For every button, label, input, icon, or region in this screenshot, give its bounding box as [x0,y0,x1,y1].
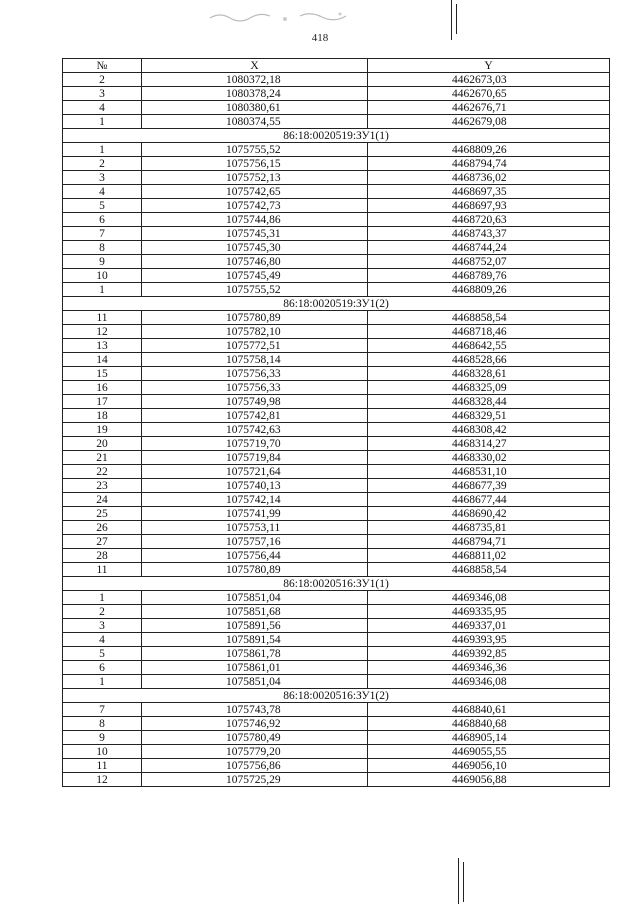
cell-num: 19 [63,423,142,437]
table-row [63,451,610,465]
cell-x: 1075756,44 [142,549,368,563]
table-header-row [63,59,610,73]
cell-x: 1075772,51 [142,339,368,353]
section-title: 86:18:0020519:ЗУ1(1) [63,129,610,143]
cell-x: 1075780,89 [142,311,368,325]
cell-num: 2 [63,73,142,87]
cell-y: 4469346,08 [368,591,610,605]
table-row [63,703,610,717]
page-number: 418 [311,32,329,44]
table-row [63,367,610,381]
table-row [63,283,610,297]
cell-num: 24 [63,493,142,507]
table-row [63,437,610,451]
cell-y: 4468858,54 [368,563,610,577]
cell-x: 1075746,80 [142,255,368,269]
margin-line-bottom-2 [463,862,464,902]
cell-y: 4468794,71 [368,535,610,549]
cell-y: 4468789,76 [368,269,610,283]
cell-num: 10 [63,745,142,759]
cell-num: 1 [63,591,142,605]
cell-x: 1075851,04 [142,675,368,689]
table-row [63,311,610,325]
cell-x: 1075725,29 [142,773,368,787]
cell-x: 1075861,78 [142,647,368,661]
cell-num: 1 [63,675,142,689]
table-row [63,325,610,339]
cell-y: 4468752,07 [368,255,610,269]
cell-num: 5 [63,199,142,213]
cell-y: 4469056,10 [368,759,610,773]
cell-x: 1075721,64 [142,465,368,479]
cell-y: 4468794,74 [368,157,610,171]
cell-x: 1075742,65 [142,185,368,199]
cell-x: 1080372,18 [142,73,368,87]
cell-x: 1075744,86 [142,213,368,227]
table-row [63,339,610,353]
cell-x: 1075719,84 [142,451,368,465]
cell-x: 1075780,89 [142,563,368,577]
table-row [63,353,610,367]
cell-y: 4469335,95 [368,605,610,619]
table-row [63,269,610,283]
cell-x: 1075861,01 [142,661,368,675]
margin-line-bottom [458,858,459,904]
margin-line-top-2 [456,4,457,34]
table-row [63,185,610,199]
cell-num: 9 [63,255,142,269]
cell-x: 1075753,11 [142,521,368,535]
cell-x: 1075779,20 [142,745,368,759]
table-row [63,143,610,157]
cell-x: 1075756,15 [142,157,368,171]
table-row [63,409,610,423]
cell-num: 28 [63,549,142,563]
cell-y: 4468809,26 [368,283,610,297]
cell-num: 7 [63,703,142,717]
cell-y: 4468718,46 [368,325,610,339]
cell-y: 4468697,35 [368,185,610,199]
cell-num: 4 [63,633,142,647]
table-row [63,87,610,101]
table-row [63,157,610,171]
cell-num: 15 [63,367,142,381]
cell-x: 1075742,73 [142,199,368,213]
cell-x: 1075742,81 [142,409,368,423]
scan-stamp-mark [190,6,400,26]
section-row [63,129,610,143]
cell-y: 4468905,14 [368,731,610,745]
cell-num: 3 [63,87,142,101]
cell-num: 3 [63,171,142,185]
cell-num: 1 [63,143,142,157]
cell-x: 1080374,55 [142,115,368,129]
cell-x: 1075757,16 [142,535,368,549]
cell-num: 8 [63,717,142,731]
cell-num: 5 [63,647,142,661]
cell-x: 1075743,78 [142,703,368,717]
cell-y: 4468840,68 [368,717,610,731]
cell-y: 4468736,02 [368,171,610,185]
table-row [63,101,610,115]
cell-num: 27 [63,535,142,549]
cell-y: 4469056,88 [368,773,610,787]
table-row [63,619,610,633]
table-row [63,73,610,87]
cell-x: 1075851,68 [142,605,368,619]
cell-y: 4469055,55 [368,745,610,759]
cell-y: 4469393,95 [368,633,610,647]
table-row [63,227,610,241]
table-row [63,507,610,521]
cell-y: 4462673,03 [368,73,610,87]
cell-num: 9 [63,731,142,745]
cell-y: 4468735,81 [368,521,610,535]
cell-x: 1075756,86 [142,759,368,773]
table-row [63,675,610,689]
cell-x: 1075746,92 [142,717,368,731]
cell-y: 4468720,63 [368,213,610,227]
section-row [63,689,610,703]
section-row [63,297,610,311]
cell-num: 12 [63,325,142,339]
cell-num: 25 [63,507,142,521]
cell-num: 20 [63,437,142,451]
cell-y: 4468642,55 [368,339,610,353]
table-row [63,759,610,773]
cell-x: 1075756,33 [142,367,368,381]
table-row [63,535,610,549]
cell-x: 1075851,04 [142,591,368,605]
table-row [63,549,610,563]
cell-y: 4468325,09 [368,381,610,395]
cell-x: 1075891,54 [142,633,368,647]
cell-num: 13 [63,339,142,353]
cell-num: 26 [63,521,142,535]
cell-x: 1080380,61 [142,101,368,115]
cell-x: 1075742,14 [142,493,368,507]
cell-x: 1075719,70 [142,437,368,451]
cell-x: 1075745,31 [142,227,368,241]
cell-y: 4468690,42 [368,507,610,521]
cell-num: 2 [63,157,142,171]
cell-y: 4468811,02 [368,549,610,563]
cell-num: 8 [63,241,142,255]
table-row [63,563,610,577]
cell-y: 4462670,65 [368,87,610,101]
cell-x: 1075745,49 [142,269,368,283]
cell-num: 11 [63,759,142,773]
table-row [63,381,610,395]
cell-num: 17 [63,395,142,409]
table-body [63,73,610,787]
cell-num: 1 [63,115,142,129]
cell-x: 1075755,52 [142,143,368,157]
cell-x: 1075745,30 [142,241,368,255]
cell-y: 4468308,42 [368,423,610,437]
table-row [63,255,610,269]
cell-num: 22 [63,465,142,479]
table-row [63,591,610,605]
table-row [63,647,610,661]
cell-y: 4468809,26 [368,143,610,157]
cell-y: 4469346,36 [368,661,610,675]
section-title: 86:18:0020516:ЗУ1(1) [63,577,610,591]
cell-y: 4462676,71 [368,101,610,115]
table-row [63,465,610,479]
cell-num: 3 [63,619,142,633]
cell-y: 4462679,08 [368,115,610,129]
cell-y: 4468329,51 [368,409,610,423]
cell-num: 21 [63,451,142,465]
cell-y: 4468531,10 [368,465,610,479]
table-row [63,605,610,619]
header-y: Y [368,59,610,73]
table-row [63,493,610,507]
cell-num: 2 [63,605,142,619]
cell-num: 11 [63,563,142,577]
cell-num: 10 [63,269,142,283]
cell-y: 4468328,44 [368,395,610,409]
coordinates-table [62,58,610,787]
table-row [63,717,610,731]
cell-y: 4468677,39 [368,479,610,493]
table-row [63,423,610,437]
cell-num: 1 [63,283,142,297]
section-title: 86:18:0020519:ЗУ1(2) [63,297,610,311]
cell-x: 1080378,24 [142,87,368,101]
cell-x: 1075782,10 [142,325,368,339]
cell-x: 1075742,63 [142,423,368,437]
table-row [63,661,610,675]
table-row [63,479,610,493]
cell-x: 1075755,52 [142,283,368,297]
cell-y: 4468314,27 [368,437,610,451]
cell-x: 1075752,13 [142,171,368,185]
cell-num: 18 [63,409,142,423]
cell-num: 6 [63,661,142,675]
section-row [63,577,610,591]
cell-num: 6 [63,213,142,227]
cell-y: 4468743,37 [368,227,610,241]
cell-num: 7 [63,227,142,241]
cell-num: 12 [63,773,142,787]
cell-x: 1075891,56 [142,619,368,633]
table-row [63,731,610,745]
table-row [63,745,610,759]
table-row [63,633,610,647]
cell-y: 4468858,54 [368,311,610,325]
cell-y: 4468677,44 [368,493,610,507]
cell-x: 1075756,33 [142,381,368,395]
table-row [63,395,610,409]
cell-num: 4 [63,101,142,115]
cell-x: 1075741,99 [142,507,368,521]
table-row [63,521,610,535]
table-row [63,199,610,213]
cell-num: 14 [63,353,142,367]
header-number: № [63,59,142,73]
cell-num: 23 [63,479,142,493]
cell-y: 4468528,66 [368,353,610,367]
cell-y: 4469392,85 [368,647,610,661]
table-row [63,213,610,227]
table-row [63,171,610,185]
table-row [63,773,610,787]
cell-num: 11 [63,311,142,325]
cell-x: 1075740,13 [142,479,368,493]
cell-y: 4469346,08 [368,675,610,689]
cell-y: 4468697,93 [368,199,610,213]
cell-x: 1075758,14 [142,353,368,367]
cell-x: 1075749,98 [142,395,368,409]
cell-y: 4468840,61 [368,703,610,717]
cell-y: 4469337,01 [368,619,610,633]
table-row [63,241,610,255]
cell-y: 4468330,02 [368,451,610,465]
margin-line-top [451,0,452,40]
section-title: 86:18:0020516:ЗУ1(2) [63,689,610,703]
header-x: X [142,59,368,73]
table-row [63,115,610,129]
cell-y: 4468744,24 [368,241,610,255]
cell-num: 4 [63,185,142,199]
cell-y: 4468328,61 [368,367,610,381]
cell-num: 16 [63,381,142,395]
cell-x: 1075780,49 [142,731,368,745]
